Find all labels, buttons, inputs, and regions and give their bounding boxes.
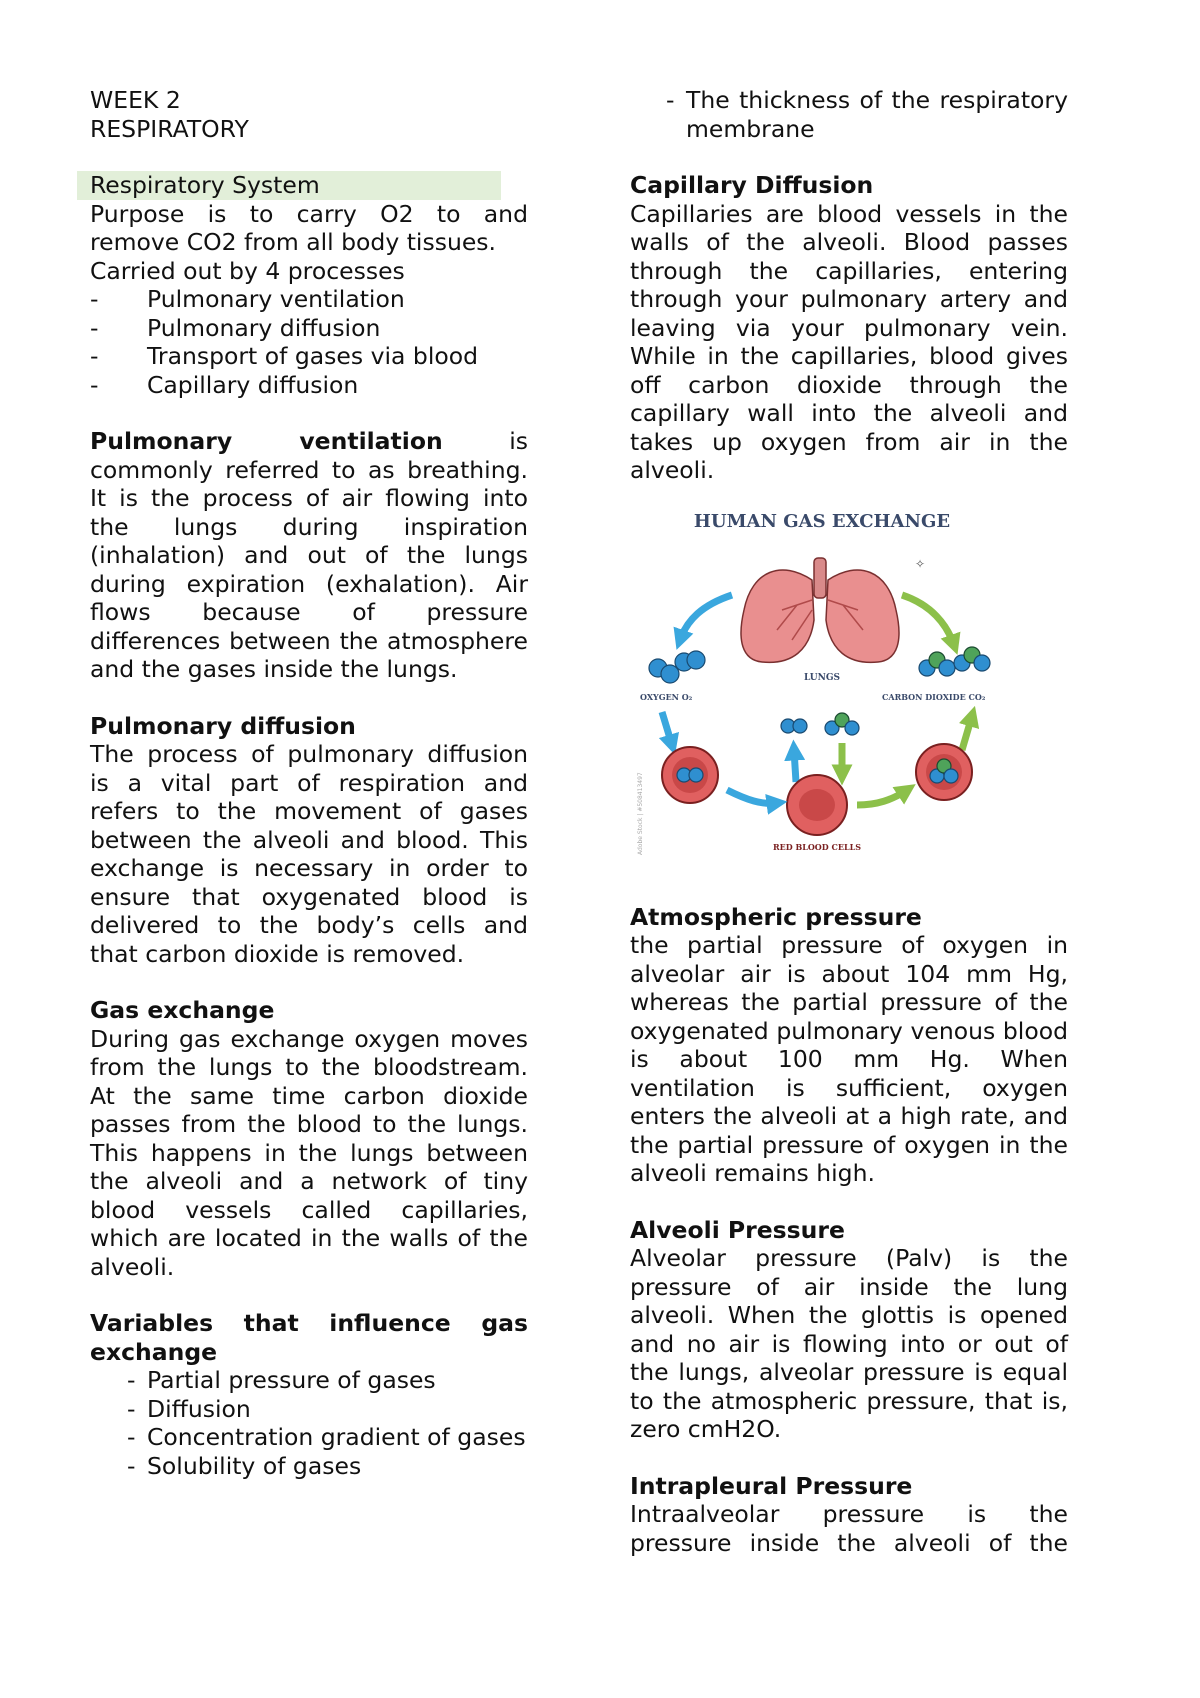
ventilation-text: is commonly referred to as breathing. It is the process of air flowing into the lungs during inspiration (inhalation) and out of the lungs during expiration (exhalation). Air flows because of pressure differences between the atmosphere and the gases inside the lungs. bbox=[90, 427, 529, 683]
label-red-blood-cells: RED BLOOD CELLS bbox=[772, 842, 862, 852]
week-label: WEEK 2 bbox=[90, 86, 181, 114]
stock-watermark: Adobe Stock | #508413497 bbox=[637, 772, 644, 855]
left-column bbox=[90, 86, 528, 1480]
list-item: - Pulmonary ventilation bbox=[90, 285, 405, 313]
ventilation-heading: Pulmonary ventilation bbox=[90, 427, 443, 455]
label-co2: CARBON DIOXIDE CO₂ bbox=[882, 692, 986, 702]
purpose-text: Purpose is to carry O2 to and remove CO2 from all body tissues. bbox=[90, 199, 528, 256]
subject-label: RESPIRATORY bbox=[90, 114, 249, 143]
intrapleural-text: Intraalveolar pressure is the pressure inside the alveoli of the bbox=[630, 1500, 1068, 1557]
figure-title: HUMAN GAS EXCHANGE bbox=[693, 511, 951, 532]
diffusion-heading: Pulmonary diffusion bbox=[90, 711, 356, 740]
intrapleural-heading: Intrapleural Pressure bbox=[630, 1471, 913, 1500]
arrow-icon bbox=[902, 595, 954, 645]
capillary-text: Capillaries are blood vessels in the walls of the alveoli. Blood passes through the capillaries, entering through your pulmonary artery and leaving via your pulmonary vein. While in the capillaries, blood gives off carbon dioxide through the capillary wall into the alveoli and takes up oxygen from air in the alveoli. bbox=[630, 199, 1068, 484]
arrow-icon bbox=[680, 595, 732, 640]
arrow-icon bbox=[857, 790, 907, 805]
alveoli-text: Alveolar pressure (Palv) is the pressure of air inside the lung alveoli. When the glottis is opened and no air is flowing into or out of the lungs, alveolar pressure is equal to the atmospheric pressure, that is, zero cmH2O. bbox=[630, 1244, 1068, 1443]
arrow-icon bbox=[727, 790, 777, 803]
diffusion-text: The process of pulmonary diffusion is a vital part of respiration and refers to the movement of gases between the alveoli and blood. This exchange is necessary in order to ensure that oxygenated blood is delivered to the body’s cells and that carbon dioxide is removed. bbox=[90, 740, 528, 968]
center-molecules-icon bbox=[781, 713, 859, 735]
list-item: - Diffusion bbox=[127, 1394, 251, 1423]
alveoli-heading: Alveoli Pressure bbox=[630, 1215, 845, 1244]
list-item: - The thickness of the respiratory membrane bbox=[666, 86, 1068, 143]
co2-molecule-icon bbox=[919, 647, 990, 676]
processes-intro: Carried out by 4 processes bbox=[90, 256, 405, 285]
label-oxygen: OXYGEN O₂ bbox=[640, 692, 693, 702]
arrow-icon bbox=[662, 712, 672, 745]
list-item: - Concentration gradient of gases bbox=[127, 1423, 526, 1451]
red-blood-cell-icon bbox=[787, 775, 847, 835]
label-lungs: LUNGS bbox=[803, 673, 841, 683]
capillary-heading: Capillary Diffusion bbox=[630, 171, 874, 199]
list-item: - Partial pressure of gases bbox=[127, 1366, 436, 1394]
atmospheric-text: the partial pressure of oxygen in alveolar air is about 104 mm Hg, whereas the partial pressure of the oxygenated pulmonary venous blood is about 100 mm Hg. When ventilation is sufficient, oxygen enters the alveoli at a high rate, and the partial pressure of oxygen in the alveoli remains high. bbox=[630, 931, 1068, 1187]
list-item: - Pulmonary diffusion bbox=[90, 313, 381, 342]
gas-exchange-illustration bbox=[632, 500, 1012, 868]
gas-exchange-text: During gas exchange oxygen moves from the lungs to the bloodstream. At the same time carbon dioxide passes from the blood to the lungs. This happens in the lungs between the alveoli and a network of tiny blood vessels called capillaries, which are located in the walls of the alveoli. bbox=[90, 1024, 528, 1281]
respiratory-system-title: Respiratory System bbox=[77, 171, 501, 200]
gas-exchange-heading: Gas exchange bbox=[90, 996, 275, 1024]
atmospheric-heading: Atmospheric pressure bbox=[630, 902, 922, 931]
oxygen-molecule-icon bbox=[649, 651, 705, 683]
list-item: - Transport of gases via blood bbox=[90, 342, 479, 370]
list-item: - Capillary diffusion bbox=[90, 370, 359, 399]
sparkle-icon: ✧ bbox=[915, 557, 926, 571]
arrow-icon bbox=[962, 716, 972, 750]
ventilation-paragraph bbox=[90, 427, 528, 684]
lungs-icon bbox=[741, 558, 899, 662]
arrow-icon bbox=[794, 750, 796, 782]
list-item: - Solubility of gases bbox=[127, 1451, 362, 1480]
red-blood-cell-icon bbox=[916, 744, 972, 800]
variables-heading: Variables that influence gas exchange bbox=[90, 1309, 528, 1366]
red-blood-cell-icon bbox=[662, 747, 718, 803]
